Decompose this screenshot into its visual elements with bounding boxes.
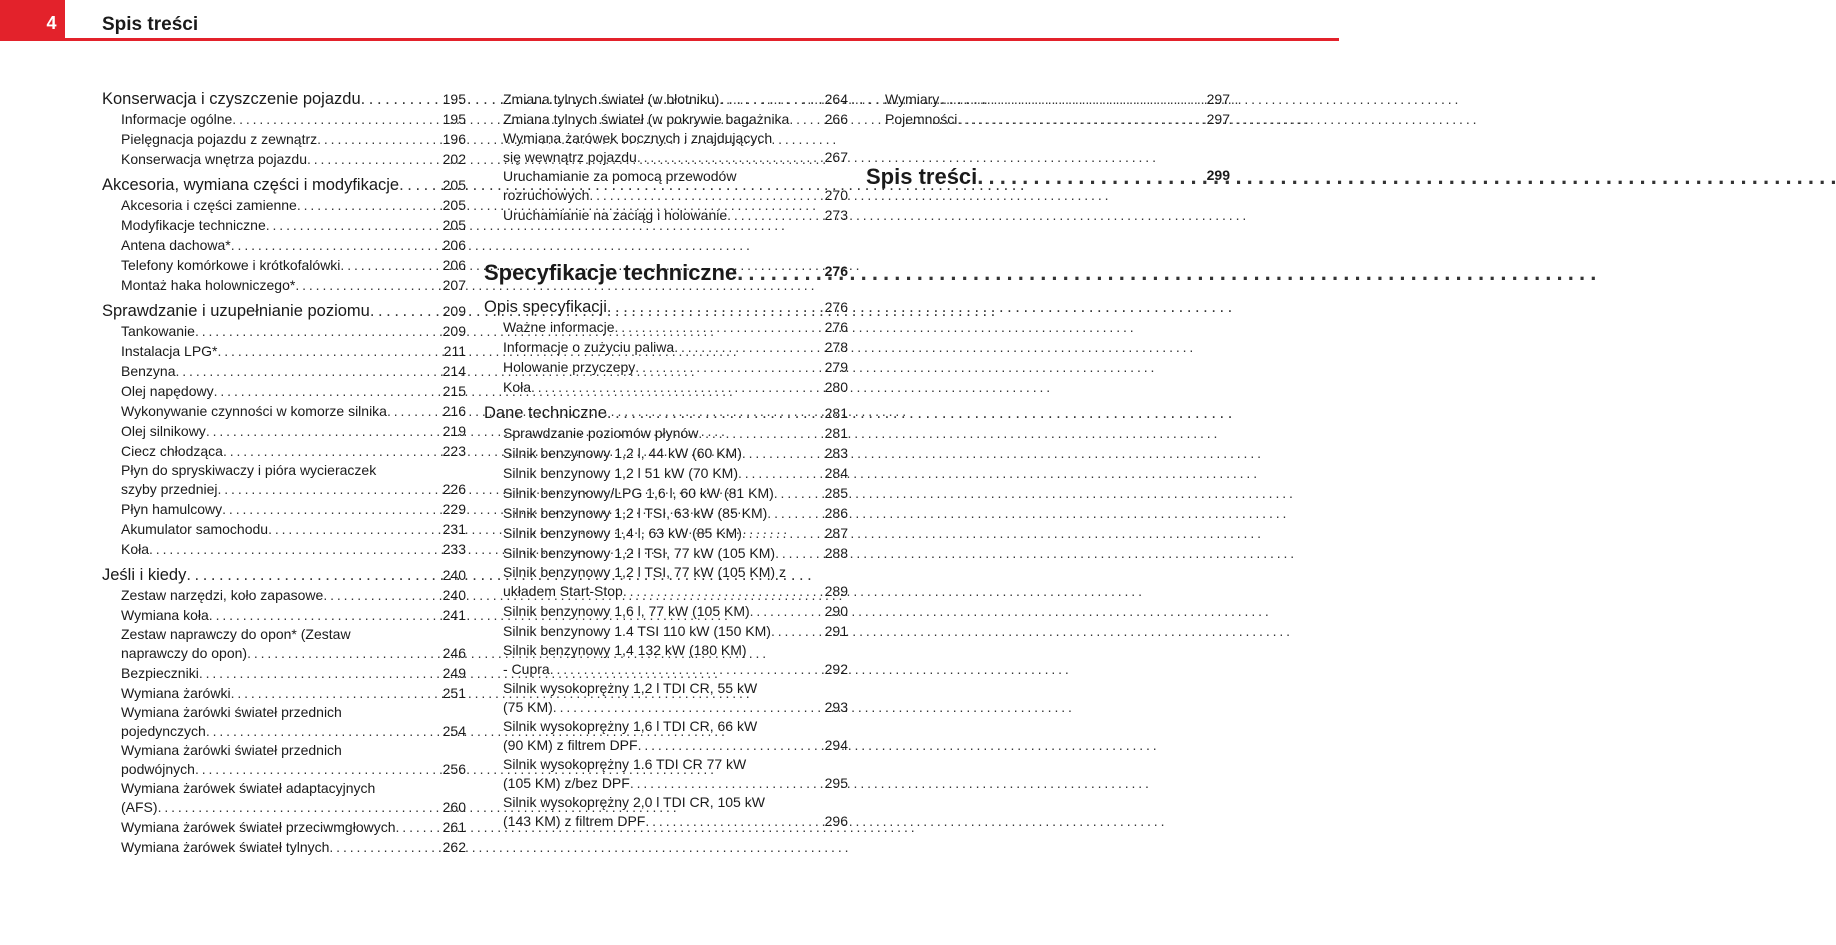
- dot-leader: [607, 403, 1232, 423]
- page-number: 4: [46, 13, 57, 33]
- page-number: 260: [442, 799, 466, 815]
- page-number: 293: [824, 699, 848, 715]
- page-number: 276: [824, 263, 848, 279]
- toc-section[interactable]: [484, 259, 848, 287]
- entry-title: układem Start-Stop: [503, 583, 623, 599]
- dot-leader: [939, 89, 1458, 109]
- page-number: 283: [824, 445, 848, 461]
- entry-title: Sprawdzanie i uzupełnianie poziomu: [102, 302, 370, 320]
- dot-leader: [615, 317, 1134, 337]
- page-title: Spis treści: [102, 14, 199, 35]
- entry-title: Silnik benzynowy 1.4 TSI 110 kW (150 KM): [503, 623, 771, 639]
- entry-title: Ciecz chłodząca: [121, 443, 223, 459]
- entry-title: Koła: [503, 379, 532, 395]
- toc-entry-wrapped[interactable]: [484, 755, 848, 793]
- toc-entry-wrapped[interactable]: [484, 793, 848, 831]
- page-number: 291: [824, 623, 848, 639]
- entry-title: Akcesoria, wymiana części i modyfikacje: [102, 176, 400, 194]
- page-number: 229: [442, 501, 466, 517]
- entry-title: (143 KM) z filtrem DPF: [503, 813, 646, 829]
- toc-section[interactable]: [866, 163, 1230, 191]
- entry-title: Zmiana tylnych świateł (w pokrywie bagażnika: [503, 111, 790, 127]
- toc-entry[interactable]: [102, 499, 466, 519]
- entry-title: Informacje ogólne: [121, 111, 233, 127]
- page-number: 279: [824, 359, 848, 375]
- page-number: 206: [442, 257, 466, 273]
- page-number: 264: [824, 91, 848, 107]
- entry-title: Konserwacja i czyszczenie pojazdu: [102, 90, 361, 108]
- toc-column-3: [866, 89, 1230, 191]
- toc-entry[interactable]: [102, 817, 466, 837]
- toc-entry-wrapped[interactable]: [102, 703, 466, 741]
- entry-title: Silnik benzynowy 1,2 l 51 kW (70 KM): [503, 465, 738, 481]
- dot-leader: [737, 259, 1596, 287]
- toc-entry[interactable]: [484, 357, 848, 377]
- page-number: 261: [442, 819, 466, 835]
- dot-leader: [550, 659, 1069, 679]
- entry-title-line-1: Silnik wysokoprężny 1.6 TDI CR 77 kW: [503, 756, 747, 772]
- toc-entry[interactable]: [484, 601, 848, 621]
- toc-entry-wrapped[interactable]: [484, 563, 848, 601]
- toc-entry[interactable]: [484, 337, 848, 357]
- entry-title: Akumulator samochodu: [121, 521, 269, 537]
- dot-leader: [607, 297, 1232, 317]
- page-number: 254: [442, 723, 466, 739]
- toc-entry[interactable]: [484, 659, 848, 679]
- entry-title: Specyfikacje techniczne: [484, 260, 738, 285]
- page-number: 289: [824, 583, 848, 599]
- toc-entry[interactable]: [102, 109, 466, 129]
- page-number: 280: [824, 379, 848, 395]
- dot-leader: [742, 523, 1261, 543]
- entry-title: rozruchowych: [503, 187, 590, 203]
- entry-title-line-1: Silnik wysokoprężny 1,2 l TDI CR, 55 kW: [503, 680, 758, 696]
- toc-entry[interactable]: [102, 441, 466, 461]
- toc-entry[interactable]: [102, 361, 466, 381]
- page-number: 290: [824, 603, 848, 619]
- entry-title: Benzyna: [121, 363, 176, 379]
- entry-title: Pielęgnacja pojazdu z zewnątrz: [121, 131, 318, 147]
- page-number: 205: [442, 197, 466, 213]
- toc-entry-wrapped[interactable]: [102, 625, 466, 663]
- page-number: 285: [824, 485, 848, 501]
- toc-entry[interactable]: [102, 683, 466, 703]
- entry-title: Tankowanie: [121, 323, 195, 339]
- toc-entry-wrapped[interactable]: [102, 779, 466, 817]
- entry-title-line-1: Silnik wysokoprężny 1,6 l TDI CR, 66 kW: [503, 718, 758, 734]
- entry-title: Informacje o zużyciu paliwa: [503, 339, 675, 355]
- page-number: 295: [824, 775, 848, 791]
- page-number: 276: [824, 319, 848, 335]
- toc-chapter[interactable]: [484, 297, 848, 317]
- page-number: 281: [824, 405, 848, 421]
- page-number: 276: [824, 299, 848, 315]
- entry-title: Koła: [121, 541, 150, 557]
- entry-title: Spis treści: [866, 164, 978, 189]
- toc-entry[interactable]: [866, 109, 1230, 129]
- toc-chapter[interactable]: [102, 565, 466, 585]
- entry-title: (AFS): [121, 799, 158, 815]
- entry-title: Silnik benzynowy/LPG 1,6 l, 60 kW (81 KM): [503, 485, 774, 501]
- toc-entry[interactable]: [484, 185, 848, 205]
- entry-title: Pojemności: [885, 111, 958, 127]
- entry-title: (75 KM): [503, 699, 553, 715]
- page-number: 206: [442, 237, 466, 253]
- page-number: 288: [824, 545, 848, 561]
- toc-column-2: [484, 89, 848, 831]
- entry-title-line-1: Silnik wysokoprężny 2,0 l TDI CR, 105 kW: [503, 794, 765, 810]
- dot-leader: [738, 463, 1257, 483]
- toc-entry-wrapped[interactable]: [484, 167, 848, 205]
- entry-title: Olej napędowy: [121, 383, 214, 399]
- page-number: 209: [442, 323, 466, 339]
- entry-title-line-1: Wymiana żarówki świateł przednich: [121, 704, 342, 720]
- toc-entry[interactable]: [102, 421, 466, 441]
- page-number: 205: [442, 177, 466, 193]
- entry-title: Holowanie przyczepy: [503, 359, 636, 375]
- page-number: 226: [442, 481, 466, 497]
- page-number: 240: [442, 587, 466, 603]
- entry-title: Zmiana tylnych świateł (w błotniku): [503, 91, 720, 107]
- toc-entry-wrapped[interactable]: [102, 461, 466, 499]
- entry-title: Instalacja LPG*: [121, 343, 218, 359]
- page-number: 297: [1206, 111, 1230, 127]
- toc-entry[interactable]: [102, 129, 466, 149]
- entry-title: Dane techniczne: [484, 404, 607, 422]
- toc-entry[interactable]: [484, 735, 848, 755]
- entry-title: Płyn hamulcowy: [121, 501, 223, 517]
- toc-chapter[interactable]: [484, 403, 848, 423]
- toc-entry[interactable]: [102, 195, 466, 215]
- toc-entry[interactable]: [102, 401, 466, 421]
- entry-title: podwójnych: [121, 761, 195, 777]
- entry-title: szyby przedniej: [121, 481, 218, 497]
- toc-entry[interactable]: [484, 483, 848, 503]
- toc-entry[interactable]: [102, 381, 466, 401]
- header-rule: [65, 38, 1339, 41]
- entry-title: Akcesoria i części zamienne: [121, 197, 297, 213]
- entry-title-line-1: Silnik benzynowy 1,2 l TSI, 77 kW (105 KM) z: [503, 564, 786, 580]
- entry-title-line-1: Wymiana żarówek bocznych i znajdujących: [503, 130, 773, 146]
- dot-leader: [977, 163, 1836, 191]
- toc-entry[interactable]: [102, 585, 466, 605]
- page-number: 231: [442, 521, 466, 537]
- entry-title: Montaż haka holowniczego*: [121, 277, 296, 293]
- entry-title-line-1: Uruchamianie za pomocą przewodów: [503, 168, 737, 184]
- toc-entry-wrapped[interactable]: [484, 717, 848, 755]
- toc-entry[interactable]: [484, 317, 848, 337]
- toc-entry[interactable]: [484, 205, 848, 225]
- toc-entry-wrapped[interactable]: [102, 741, 466, 779]
- page-number: 211: [443, 343, 466, 359]
- entry-title: Jeśli i kiedy: [102, 566, 187, 584]
- dot-leader: [727, 205, 1246, 225]
- toc-entry[interactable]: [102, 519, 466, 539]
- toc-entry[interactable]: [484, 377, 848, 397]
- toc-entry[interactable]: [484, 581, 848, 601]
- page-number: 216: [442, 403, 466, 419]
- entry-title: Wymiana koła: [121, 607, 209, 623]
- toc-entry[interactable]: [102, 721, 466, 741]
- entry-title: naprawczy do opon): [121, 645, 248, 661]
- entry-title: (90 KM) z filtrem DPF: [503, 737, 638, 753]
- toc-entry[interactable]: [102, 341, 466, 361]
- toc-entry[interactable]: [102, 837, 466, 857]
- entry-title: Olej silnikowy: [121, 423, 206, 439]
- entry-title: Zestaw narzędzi, koło zapasowe: [121, 587, 324, 603]
- page-number: 202: [442, 151, 466, 167]
- dot-leader: [638, 735, 1157, 755]
- toc-entry[interactable]: [102, 643, 466, 663]
- entry-title: Modyfikacje techniczne: [121, 217, 266, 233]
- dot-leader: [774, 483, 1293, 503]
- entry-title: Silnik benzynowy 1,2 l, 44 kW (60 KM): [503, 445, 742, 461]
- toc-chapter[interactable]: [102, 89, 466, 109]
- toc-entry[interactable]: [102, 235, 466, 255]
- toc-entry[interactable]: [484, 89, 848, 109]
- entry-title: Silnik benzynowy 1,6 l, 77 kW (105 KM): [503, 603, 750, 619]
- page-number: 299: [1206, 167, 1230, 183]
- toc-entry[interactable]: [484, 503, 848, 523]
- toc-entry[interactable]: [102, 321, 466, 341]
- toc-entry[interactable]: [484, 773, 848, 793]
- dot-leader: [775, 543, 1294, 563]
- page-number: 240: [442, 567, 466, 583]
- page-number: 195: [442, 91, 466, 107]
- dot-leader: [635, 357, 1154, 377]
- entry-title: Wymiana żarówek świateł tylnych: [121, 839, 330, 855]
- page-number: 267: [824, 149, 848, 165]
- page-number: 270: [824, 187, 848, 203]
- page-number: 251: [442, 685, 466, 701]
- toc-chapter[interactable]: [102, 301, 466, 321]
- entry-title: Ważne informacje: [503, 319, 615, 335]
- entry-title-line-1: Zestaw naprawczy do opon* (Zestaw: [121, 626, 351, 642]
- page-number: 287: [824, 525, 848, 541]
- toc-entry[interactable]: [102, 539, 466, 559]
- entry-title: się wewnątrz pojazdu: [503, 149, 637, 165]
- dot-leader: [771, 621, 1290, 641]
- dot-leader: [674, 337, 1193, 357]
- entry-title: Wykonywanie czynności w komorze silnika: [121, 403, 387, 419]
- page-number: 297: [1206, 91, 1230, 107]
- page-number: 219: [442, 423, 466, 439]
- page-number: 215: [442, 383, 466, 399]
- entry-title-line-1: Wymiana żarówki świateł przednich: [121, 742, 342, 758]
- page-number: 281: [824, 425, 848, 441]
- entry-title: Silnik benzynowy 1,2 l TSI, 77 kW (105 KM): [503, 545, 776, 561]
- toc-entry[interactable]: [866, 89, 1230, 109]
- toc-entry[interactable]: [102, 797, 466, 817]
- entry-title: (105 KM) z/bez DPF: [503, 775, 630, 791]
- toc-entry[interactable]: [102, 663, 466, 683]
- dot-leader: [623, 581, 1142, 601]
- page-number: 196: [442, 131, 466, 147]
- toc-entry-wrapped[interactable]: [484, 679, 848, 717]
- toc-column-1: [102, 89, 466, 857]
- page-number: 292: [824, 661, 848, 677]
- toc-entry[interactable]: [102, 255, 466, 275]
- dot-leader: [531, 377, 1050, 397]
- page-number: 286: [824, 505, 848, 521]
- entry-title: Silnik benzynowy 1,2 l TSI, 63 kW (85 KM): [503, 505, 768, 521]
- dot-leader: [630, 773, 1149, 793]
- page-number: 296: [824, 813, 848, 829]
- toc-entry[interactable]: [484, 697, 848, 717]
- dot-leader: [742, 443, 1261, 463]
- page-number: 195: [442, 111, 466, 127]
- page-number: 241: [442, 607, 466, 623]
- entry-title: Uruchamianie na zaciąg i holowanie: [503, 207, 728, 223]
- toc-entry[interactable]: [484, 463, 848, 483]
- toc-entry[interactable]: [102, 479, 466, 499]
- page-number: 205: [442, 217, 466, 233]
- dot-leader: [698, 423, 1217, 443]
- toc-entry-wrapped[interactable]: [484, 129, 848, 167]
- toc-chapter[interactable]: [102, 175, 466, 195]
- page-number: 278: [824, 339, 848, 355]
- toc-entry[interactable]: [484, 543, 848, 563]
- page-number: 273: [824, 207, 848, 223]
- toc-entry[interactable]: [484, 109, 848, 129]
- entry-title: Wymiary: [885, 91, 940, 107]
- entry-title: pojedynczych: [121, 723, 206, 739]
- page-number: 214: [442, 363, 466, 379]
- page-number: 294: [824, 737, 848, 753]
- toc-entry[interactable]: [484, 523, 848, 543]
- page-number: 207: [442, 277, 466, 293]
- page-number: 223: [442, 443, 466, 459]
- toc-entry[interactable]: [102, 605, 466, 625]
- page-number: 256: [442, 761, 466, 777]
- toc-entry[interactable]: [102, 275, 466, 295]
- page-number: 209: [442, 303, 466, 319]
- entry-title: Wymiana żarówki: [121, 685, 231, 701]
- entry-title: Wymiana żarówek świateł przeciwmgłowych: [121, 819, 396, 835]
- dot-leader: [645, 811, 1164, 831]
- entry-title: Bezpieczniki: [121, 665, 199, 681]
- entry-title: Opis specyfikacji: [484, 298, 607, 316]
- entry-title: Konserwacja wnętrza pojazdu: [121, 151, 307, 167]
- entry-title: Antena dachowa*: [121, 237, 231, 253]
- page-number: 246: [442, 645, 466, 661]
- toc-entry[interactable]: [102, 149, 466, 169]
- toc-entry[interactable]: [484, 423, 848, 443]
- toc-entry[interactable]: [102, 759, 466, 779]
- entry-title-line-1: Wymiana żarówek świateł adaptacyjnych: [121, 780, 376, 796]
- page-number: 233: [442, 541, 466, 557]
- entry-title: Silnik benzynowy 1,4 l, 63 kW (85 KM): [503, 525, 742, 541]
- dot-leader: [329, 837, 848, 857]
- entry-title: - Cupra: [503, 661, 550, 677]
- dot-leader: [553, 697, 1072, 717]
- page-number: 284: [824, 465, 848, 481]
- entry-title-line-1: Płyn do spryskiwaczy i pióra wycieraczek: [121, 462, 377, 478]
- page-number: 262: [442, 839, 466, 855]
- toc-entry-wrapped[interactable]: [484, 641, 848, 679]
- toc-entry[interactable]: [484, 811, 848, 831]
- toc-entry[interactable]: [484, 621, 848, 641]
- entry-title-line-1: Silnik benzynowy 1,4 132 kW (180 KM): [503, 642, 747, 658]
- page-number: 249: [442, 665, 466, 681]
- entry-title: Sprawdzanie poziomów płynów: [503, 425, 699, 441]
- toc-entry[interactable]: [484, 443, 848, 463]
- entry-title: Telefony komórkowe i krótkofalówki: [121, 257, 341, 273]
- toc-entry[interactable]: [484, 147, 848, 167]
- page-number: 266: [824, 111, 848, 127]
- toc-entry[interactable]: [102, 215, 466, 235]
